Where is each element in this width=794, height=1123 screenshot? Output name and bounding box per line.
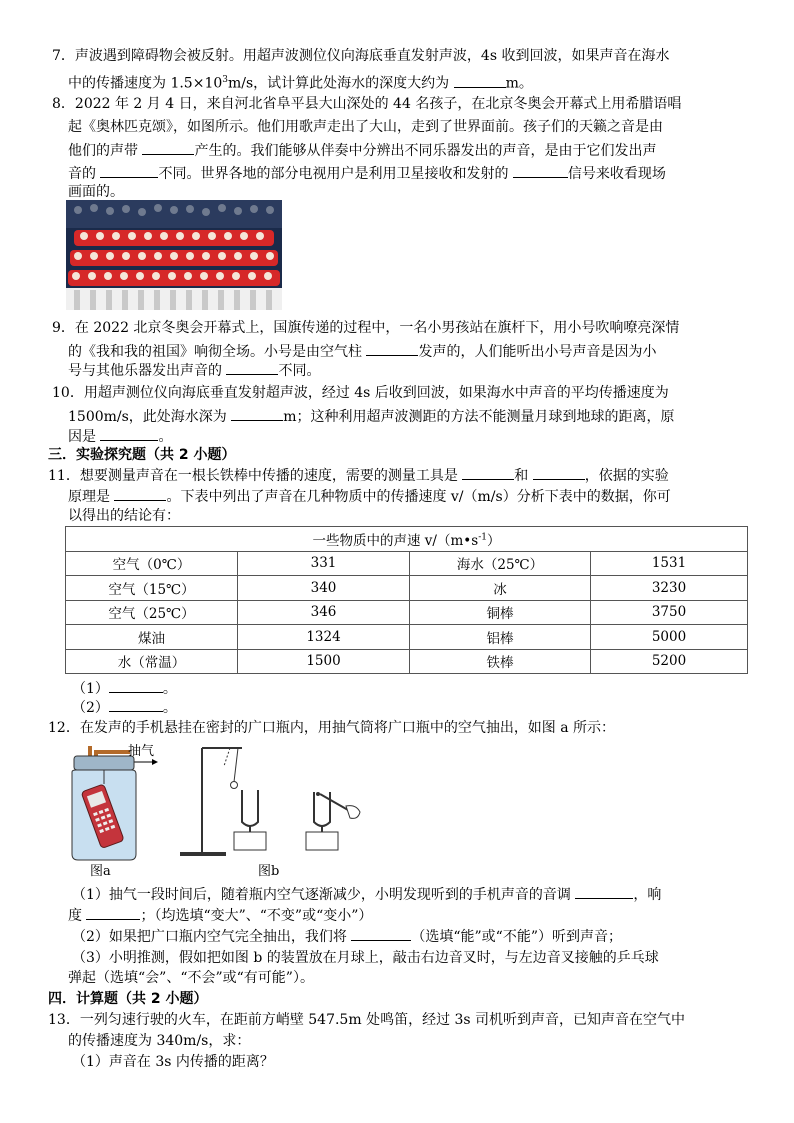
q7-unit: m。 [505, 75, 533, 92]
q7-line2 [68, 70, 533, 94]
q11-text: 。下表中列出了声音在几种物质中的传播速度 v/（m/s）分析下表中的数据，你可 [166, 489, 671, 505]
q11-answer-blank-2[interactable] [109, 697, 163, 712]
q13-line3: （1）声音在 3s 内传播的距离？ [72, 1054, 274, 1070]
q11-period: 。 [162, 681, 177, 697]
q9-blank-1[interactable] [366, 341, 418, 356]
q11-text: 11．想要测量声音在一根长铁棒中传播的速度，需要的测量工具是 [48, 468, 458, 484]
q9-text: 发声的，人们能听出小号声音是因为小 [418, 344, 657, 360]
q8-text: 不同。世界各地的部分电视用户是利用卫星接收和发射的 [158, 166, 509, 182]
q12-text: ；（均选填“变大”、“不变”或“变小”） [140, 908, 373, 924]
table-row [66, 551, 748, 576]
q12-text: （1）抽气一段时间后，随着瓶内空气逐渐减少，小明发现听到的手机声音的音调 [72, 887, 571, 903]
q10-line2 [68, 406, 675, 427]
q12-blank-2[interactable] [86, 905, 140, 920]
table-cell: 煤油 [66, 625, 238, 650]
q11-blank-3[interactable] [114, 486, 166, 501]
q8-text: 信号来收看现场 [567, 166, 666, 182]
table-row [66, 576, 748, 601]
q8-text: 产生的。我们能够从伴奏中分辨出不同乐器发出的声音，是由于它们发出声 [194, 143, 657, 159]
q11-period: 。 [162, 700, 177, 716]
q12-figures [70, 742, 400, 877]
table-title-row [66, 527, 748, 552]
q11-answer-blank-1[interactable] [109, 678, 163, 693]
q12-text: 度 [68, 908, 82, 924]
q12-s1-line1 [72, 884, 661, 905]
q9-text: 不同。 [278, 363, 321, 379]
q8-line2: 起《奥林匹克颂》，如图所示。他们用歌声走出了大山，走到了世界面前。孩子们的天籁之音是由 [68, 119, 663, 135]
q8-text: 音的 [68, 166, 96, 182]
q9-blank-2[interactable] [226, 360, 278, 375]
q12-blank-1[interactable] [575, 884, 633, 899]
q12-blank-3[interactable] [351, 926, 411, 941]
q11-text: ，依据的实验 [584, 468, 669, 484]
q10-line1: 10．用超声测位仪向海底垂直发射超声波，经过 4s 后收到回波，如果海水中声音的平均传播速度为 [52, 385, 669, 401]
q10-line3 [68, 426, 172, 447]
table-cell: 5000 [591, 625, 748, 650]
section-heading-experiment: 三．实验探究题（共 2 小题） [48, 447, 236, 463]
table-cell: 水（常温） [66, 649, 238, 674]
q8-text: 他们的声带 [68, 143, 138, 159]
figure-a-b-diagram [70, 742, 400, 877]
q8-line4 [68, 163, 666, 184]
table-cell: 3750 [591, 600, 748, 625]
table-cell: 空气（25℃） [66, 600, 238, 625]
q10-text: 。 [158, 429, 173, 445]
q10-blank-2[interactable] [100, 426, 158, 441]
q8-blank-3[interactable] [513, 163, 568, 178]
table-row [66, 625, 748, 650]
table-cell: 铁棒 [410, 649, 591, 674]
q11-line2 [68, 486, 671, 507]
table-title-text: ） [486, 532, 501, 549]
table-title-text: 一些物质中的声速 v/（m•s [312, 532, 479, 549]
q8-blank-2[interactable] [100, 163, 158, 178]
q13-line2: 的传播速度为 340m/s，求： [68, 1033, 251, 1049]
table-cell: 1500 [238, 649, 410, 674]
table-cell: 海水（25℃） [410, 551, 591, 576]
q11-blank-2[interactable] [533, 465, 585, 480]
q12-s2 [72, 926, 622, 947]
table-cell: 346 [238, 600, 410, 625]
section-heading-calculation: 四．计算题（共 2 小题） [48, 991, 208, 1007]
q9-line2 [68, 341, 656, 362]
q11-text: 和 [514, 468, 529, 484]
q11-line3: 以得出的结论有： [68, 508, 180, 524]
q8-line5: 画面的。 [68, 184, 124, 200]
q7-line1: 7．声波遇到障碍物会被反射。用超声波测位仪向海底垂直发射声波，4s 收到回波，如果声音在海水 [52, 48, 670, 64]
q12-text: （选填“能”或“不能”）听到声音； [411, 929, 622, 945]
table-cell: 1324 [238, 625, 410, 650]
table-cell: 空气（15℃） [66, 576, 238, 601]
figure-a-caption: 图a [90, 864, 111, 879]
table-cell: 1531 [591, 551, 748, 576]
table-cell: 空气（0℃） [66, 551, 238, 576]
q12-text: ，响 [633, 887, 662, 903]
pump-label: 抽气 [128, 744, 155, 759]
table-cell: 5200 [591, 649, 748, 674]
q10-blank-1[interactable] [231, 406, 283, 421]
q9-text: 号与其他乐器发出声音的 [68, 363, 222, 379]
q11-line1 [48, 465, 669, 486]
q7-answer-blank[interactable] [454, 73, 506, 88]
q10-text: 因是 [68, 429, 96, 445]
q12-s1-line2 [68, 905, 372, 926]
q12-text: （2）如果把广口瓶内空气完全抽出，我们将 [72, 929, 347, 945]
q8-blank-1[interactable] [142, 140, 194, 155]
table-cell: 冰 [410, 576, 591, 601]
q7-exponent: 3 [222, 75, 228, 85]
q7-text: m/s，试计算此处海水的深度大约为 [228, 75, 450, 92]
q11-ans-label: （2） [72, 700, 109, 716]
sound-speed-table [65, 526, 748, 674]
q11-answer-2 [72, 697, 177, 718]
q10-text: m；这种利用超声波测距的方法不能测量月球到地球的距离，原 [283, 409, 675, 425]
table-cell: 铜棒 [410, 600, 591, 625]
table-title-exponent: -1 [478, 532, 487, 543]
q12-line1: 12．在发声的手机悬挂在密封的广口瓶内，用抽气筒将广口瓶中的空气抽出，如图 a 所示： [48, 720, 616, 736]
table-cell: 331 [238, 551, 410, 576]
table-cell: 铝棒 [410, 625, 591, 650]
choir-photo [66, 200, 282, 310]
figure-b-caption: 图b [258, 864, 280, 879]
q12-s3-line2: 弹起（选填“会”、“不会”或“有可能”）。 [68, 970, 314, 986]
q9-line3 [68, 360, 320, 381]
table-cell: 3230 [591, 576, 748, 601]
table-cell: 340 [238, 576, 410, 601]
q7-text: 中的传播速度为 1.5×10 [68, 75, 223, 92]
q9-line1: 9．在 2022 北京冬奥会开幕式上，国旗传递的过程中，一名小男孩站在旗杆下，用小号吹响嘹亮深情 [52, 320, 680, 336]
q12-s3-line1: （3）小明推测，假如把如图 b 的装置放在月球上，敲击右边音叉时，与左边音叉接触的乒乓球 [72, 950, 659, 966]
q10-text: 1500m/s，此处海水深为 [68, 409, 227, 425]
q11-ans-label: （1） [72, 681, 109, 697]
q11-blank-1[interactable] [462, 465, 514, 480]
table-row [66, 649, 748, 674]
q8-line1: 8．2022 年 2 月 4 日，来自河北省阜平县大山深处的 44 名孩子，在北京冬奥会开幕式上用希腊语唱 [52, 96, 682, 112]
table-row [66, 600, 748, 625]
table-title [66, 527, 748, 552]
q11-text: 原理是 [68, 489, 110, 505]
q9-text: 的《我和我的祖国》响彻全场。小号是由空气柱 [68, 344, 362, 360]
q11-answer-1 [72, 678, 177, 699]
q13-line1: 13．一列匀速行驶的火车，在距前方峭壁 547.5m 处鸣笛，经过 3s 司机听到声音，已知声音在空气中 [48, 1012, 686, 1028]
q8-line3 [68, 140, 656, 161]
